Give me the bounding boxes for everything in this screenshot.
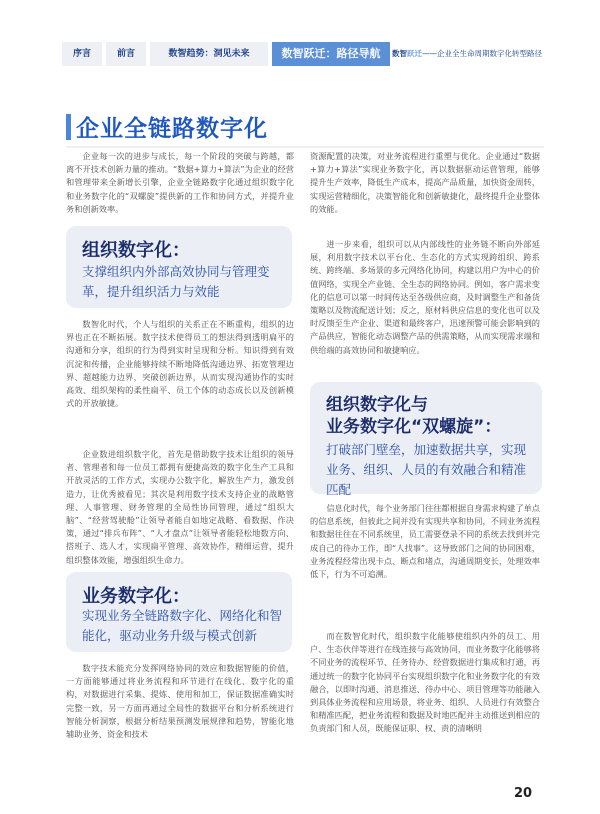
callout-biz-digitalization [66, 572, 292, 652]
subtitle-part-c: ——企业全生命周期数字化转型路径 [422, 49, 542, 58]
paragraph-biz-tech: 数字技术能充分发挥网络协同的效应和数据智能的价值，一方面能够通过将业务流程和环节进行在线化、数字化的重构，对数据进行采集、提炼、使用和加工，保证数据准确实时完整一致，另一方面再通过全局性的数据平台和分析系统进行智能分析洞察，根据分析结果预测发展规律和趋势，智能化地辅助业务、资金和技术 [66, 663, 294, 740]
chapter-nav [62, 42, 540, 66]
nav-preface[interactable]: 序言 [62, 42, 102, 66]
paragraph-org-promote: 企业数进组织数字化，首先是借助数字技术让组织的领导者、管理者和每一位员工都拥有便捷高效的数字化生产工具和开放灵活的工作方式，实现办公数字化，解放生产力，激发创造力，让优秀被看见；其次是利用数字技术支持企业的战略管理、人事管理、财务管理的全局性协同管理，通过“组织大脑”、“经营驾驶舱”让领导者能自如地定战略、看数据、作决策，通过“排兵布阵”、“人才盘点”让领导者能轻松地数方向、搭班子、选人才，实现扁平管理、高效协作，精细运营，提升组织整体效能，增强组织生命力。 [66, 449, 294, 565]
callout-dual-body: 打破部门壁垒，加速数据共享，实现业务、组织、人员的有效融合和精准匹配 [326, 442, 527, 497]
callout-biz-body: 实现业务全链路数字化、网络化和智能化，驱动业务升级与模式创新 [82, 608, 283, 643]
paragraph-resource-decision: 资源配置的决策，对业务流程进行重塑与优化。企业通过“数据+算力+算法”实现业务数字化，再以数据驱动运营管理，能够提升生产效率，降低生产成本，提高产品质量，加快资金周转，实现运营精细化，决策智能化和创新敏捷化，最终提升企业整体的效能。 [310, 151, 540, 214]
callout-org-digitalization [66, 226, 292, 308]
callout-dual-title-line2: 业务数字化“双螺旋”： [326, 417, 502, 437]
page-number: 20 [514, 786, 533, 801]
title-accent-bar [66, 114, 71, 140]
callout-biz-title: 业务数字化： [82, 586, 190, 607]
nav-leap-active[interactable]: 数智跃迁：路径导航 [272, 42, 390, 66]
page-title: 企业全链路数字化 [76, 116, 268, 142]
nav-trends[interactable]: 数智趋势：洞见未来 [150, 42, 268, 66]
paragraph-network-collab: 进一步来看，组织可以从内部线性的业务链不断向外部延展，利用数字技术以平台化、生态化的方式实现跨组织、跨系统、跨终端、多场景的多元网络化协同，构建以用户为中心的价值网络，实现全产业链、全生态的网络协同。例如，客户需求变化的信息可以第一时间传达至各级供应商，及时调整生产和备货策略以及物流配送计划；反之，原材料供应信息的变化也可以及时反馈至生产企业、渠道和最终客户，迅速预警可能会影响到的产品供应，智能化动态调整产品的供需策略，从而实现需求端和供给端的高效协同和敏捷响应。 [310, 239, 540, 355]
callout-dual-title-line1: 组织数字化与 [326, 395, 428, 415]
paragraph-org-era: 数智化时代，个人与组织的关系正在不断重构，组织的边界也正在不断拓展。数字技术使得员工的想法得到透明扁平的沟通和分享，组织的行为得到实时呈现和分析。知识得到有效沉淀和传播，企业能够持续不断地降低沟通边界、拓宽管理边界、超越能力边界，突破创新边界，从而实现沟通协作的实时高效、组织架构的柔性扁平、员工个体的动态成长以及创新模式的开放敏捷。 [66, 319, 294, 409]
paragraph-info-era: 信息化时代，每个业务部门往往都根据自身需求构建了单点的信息系统，但彼此之间并没有实现共享和协同，不同业务流程和数据往往在不同系统里，员工需要登录不同的系统去找到并完成自己的待办工作，即“人找事”。这导致部门之间的协同困难，业务流程经常出现卡点、断点和堵点，沟通周期变长，处理效率低下，行为不可追溯。 [310, 503, 540, 580]
subtitle-part-b: 跃迁 [407, 49, 422, 58]
subtitle-part-a: 数智 [392, 49, 407, 58]
callout-org-body: 支撑组织内外部高效协同与管理变革，提升组织活力与效能 [82, 264, 270, 299]
title-divider [66, 146, 544, 148]
callout-dual-helix [310, 382, 542, 497]
callout-org-title: 组织数字化： [82, 240, 190, 261]
paragraph-intro: 企业每一次的进步与成长，每一个阶段的突破与跨越，都离不开技术创新力量的推动。“数据+算力+算法”为企业的经营和管理带来全新增长引擎，企业全链路数字化通过组织数字化和业务数字化的“双螺旋”提供新的工作和协同方式，并提升业务和创新效率。 [66, 151, 294, 214]
paragraph-digital-era: 而在数智化时代，组织数字化能够使组织内外的员工、用户、生态伙伴等进行在线连接与高效协同，而业务数字化能够将不同业务的流程环节、任务待办、经营数据进行集成和打通，再通过统一的数字化协同平台实现组织数字化和业务数字化的有效融合，以即时沟通、消息推送、待办中心、项目管理等功能融入到具体业务流程和应用场景，将业务、组织、人员进行有效整合和精准匹配，把业务流程和数据及时地匹配并主动推送到相应的负责部门和人员，既能保证职、权、责的清晰明 [310, 631, 540, 734]
header-subtitle [392, 42, 542, 66]
nav-foreword[interactable]: 前言 [106, 42, 146, 66]
